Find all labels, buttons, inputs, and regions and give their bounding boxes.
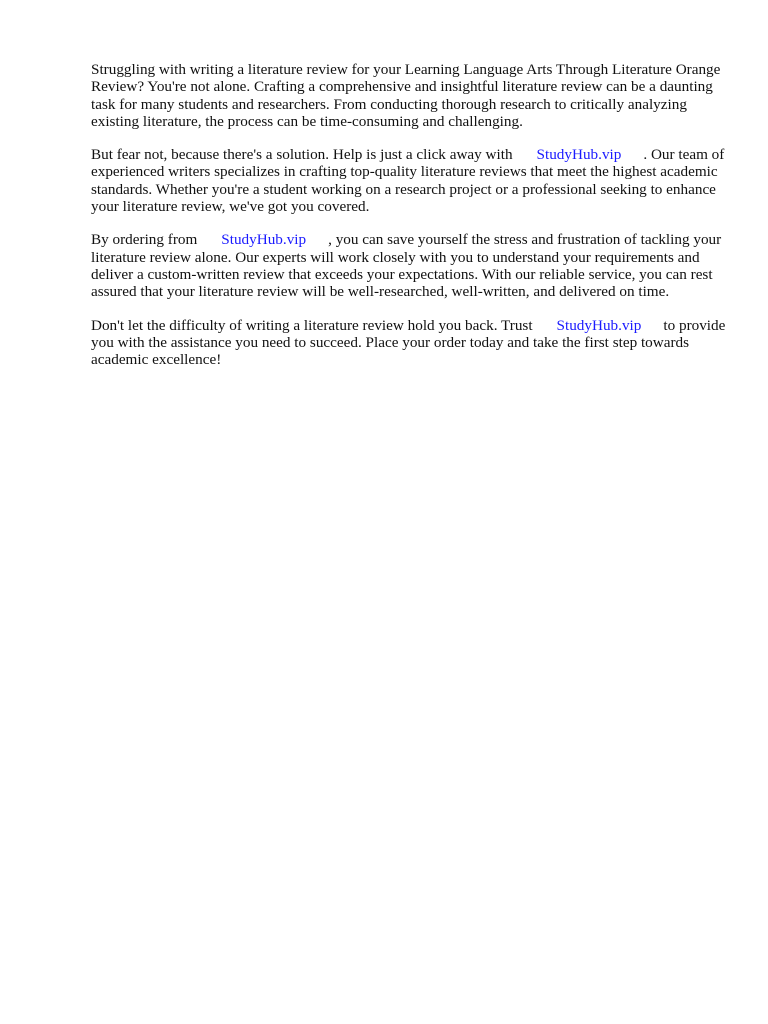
- paragraph-ordering: [91, 231, 726, 300]
- paragraph-intro: [91, 61, 726, 130]
- paragraph-ordering-after: , you can save yourself the stress and frustration of tackling your literature review alone. Our experts will work closely with you to understand your requirements and deliver a custom-written review that exceeds your expectations. With our reliable service, you can rest assured that your literature review will be well-researched, well-written, and delivered on time.: [91, 231, 722, 301]
- paragraph-solution-after: . Our team of experienced writers specializes in crafting top-quality literature reviews that meet the highest academic standards. Whether you're a student working on a research project or a professional seeking to enhance your literature review, we've got you covered.: [91, 146, 725, 216]
- document-page: [91, 61, 726, 384]
- paragraph-closing-before: Don't let the difficulty of writing a literature review hold you back. Trust: [91, 316, 533, 334]
- studyhub-link[interactable]: StudyHub.vip: [556, 316, 642, 334]
- paragraph-solution-before: But fear not, because there's a solution. Help is just a click away with: [91, 146, 513, 164]
- paragraph-solution: [91, 146, 726, 215]
- studyhub-link[interactable]: StudyHub.vip: [536, 146, 622, 164]
- studyhub-link[interactable]: StudyHub.vip: [221, 231, 307, 249]
- paragraph-closing: [91, 317, 726, 369]
- paragraph-ordering-before: By ordering from: [91, 231, 198, 249]
- paragraph-closing-after: to provide you with the assistance you need to succeed. Place your order today and take the first step towards academic excellence!: [91, 316, 726, 369]
- paragraph-intro-text: Struggling with writing a literature review for your Learning Language Arts Through Literature Orange Review? You're not alone. Crafting a comprehensive and insightful literature review can be a daunting task for many students and researchers. From conducting thorough research to critically analyzing existing literature, the process can be time-consuming and challenging.: [91, 61, 721, 130]
